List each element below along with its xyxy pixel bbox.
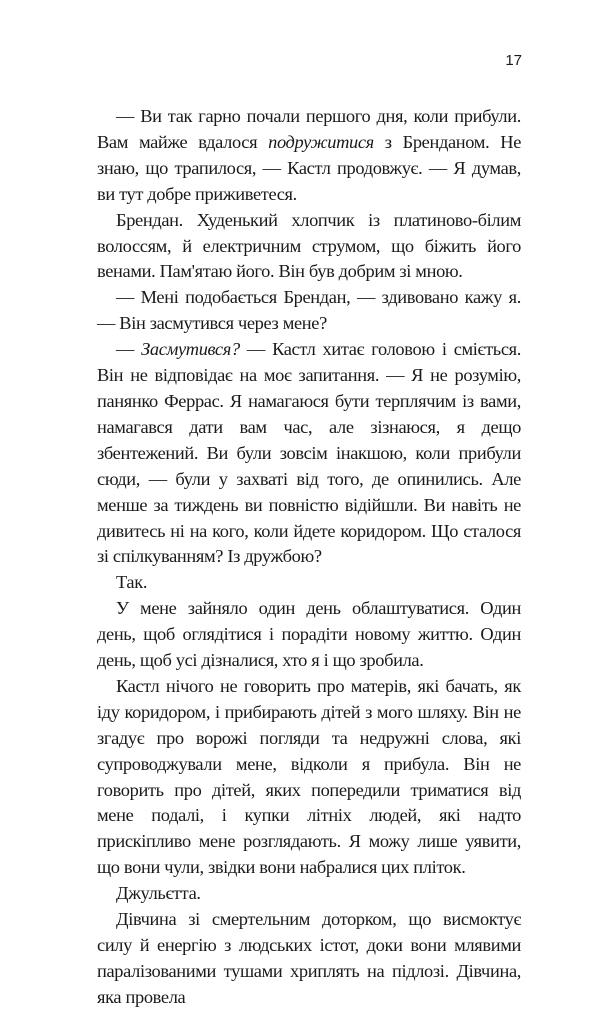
paragraph (97, 674, 521, 881)
paragraph (97, 596, 521, 674)
text-run: Кастл нічого не говорить про матерів, які бачать, як іду коридором, і прибирають дітей з мого шляху. Він не згадує про ворожі погляди та недружні слова, які супроводжували мене, відколи я прибула. Він не говорить про дітей, яких попередили триматися від мене подалі, і купки літніх людей, які надто прискіпливо мене розглядають. Я можу лише уявити, що вони чули, звідки вони набралися цих пліток. (97, 675, 521, 878)
paragraph (97, 570, 521, 596)
paragraph (97, 208, 521, 286)
text-run: з Бренданом. Не знаю, що трапилося, — Кастл продовжує. — Я думав, ви тут добре приживетеся. (97, 131, 522, 204)
text-run: Брендан. Худенький хлопчик із платиново-білим волоссям, й електричним струмом, що біжить його венами. Пам'ятаю його. Він був добрим зі мною. (97, 209, 521, 282)
text-run: — Мені подобається Брендан, — здивовано кажу я. — Він засмутився через мене? (97, 287, 521, 334)
paragraph (97, 104, 521, 208)
italic-text-run: подружитися (268, 131, 374, 152)
text-run: У мене зайняло один день облаштуватися. Один день, щоб оглядітися і порадіти новому життю. Один день, щоб усі дізналися, хто я і що зробила. (97, 598, 521, 671)
paragraph (97, 285, 521, 337)
paragraph (97, 337, 521, 570)
text-run: Так. (116, 572, 148, 593)
paragraph (97, 881, 521, 907)
text-run: Джульєтта. (116, 883, 201, 904)
paragraph (97, 907, 521, 1011)
text-run: — Ви так гарно почали першого дня, коли прибули. Вам майже вдалося (97, 106, 521, 152)
body-text (97, 104, 521, 1011)
text-run: — (116, 339, 142, 360)
italic-text-run: Засмутився? (141, 339, 240, 360)
page-number: 17 (505, 52, 522, 69)
text-run: Дівчина зі смертельним доторком, що висмоктує силу й енергію з людських істот, доки вони млявими паралізованими тушами хриплять на підлозі. Дівчина, яка провела (97, 909, 521, 1007)
text-run: — Кастл хитає головою і сміється. Він не відповідає на моє запитання. — Я не розумію, панянко Феррас. Я намагаюся бути терплячим із вами, намагався дати вам час, але зізнаюся, я дещо збентежений. Ви були зовсім інакшою, коли прибули сюди, — були у захваті від того, де опинились. Але менше за тиждень ви повністю відійшли. Ви навіть не дивитесь ні на кого, коли йдете коридором. Що сталося зі спілкуванням? Із дружбою? (97, 339, 521, 567)
